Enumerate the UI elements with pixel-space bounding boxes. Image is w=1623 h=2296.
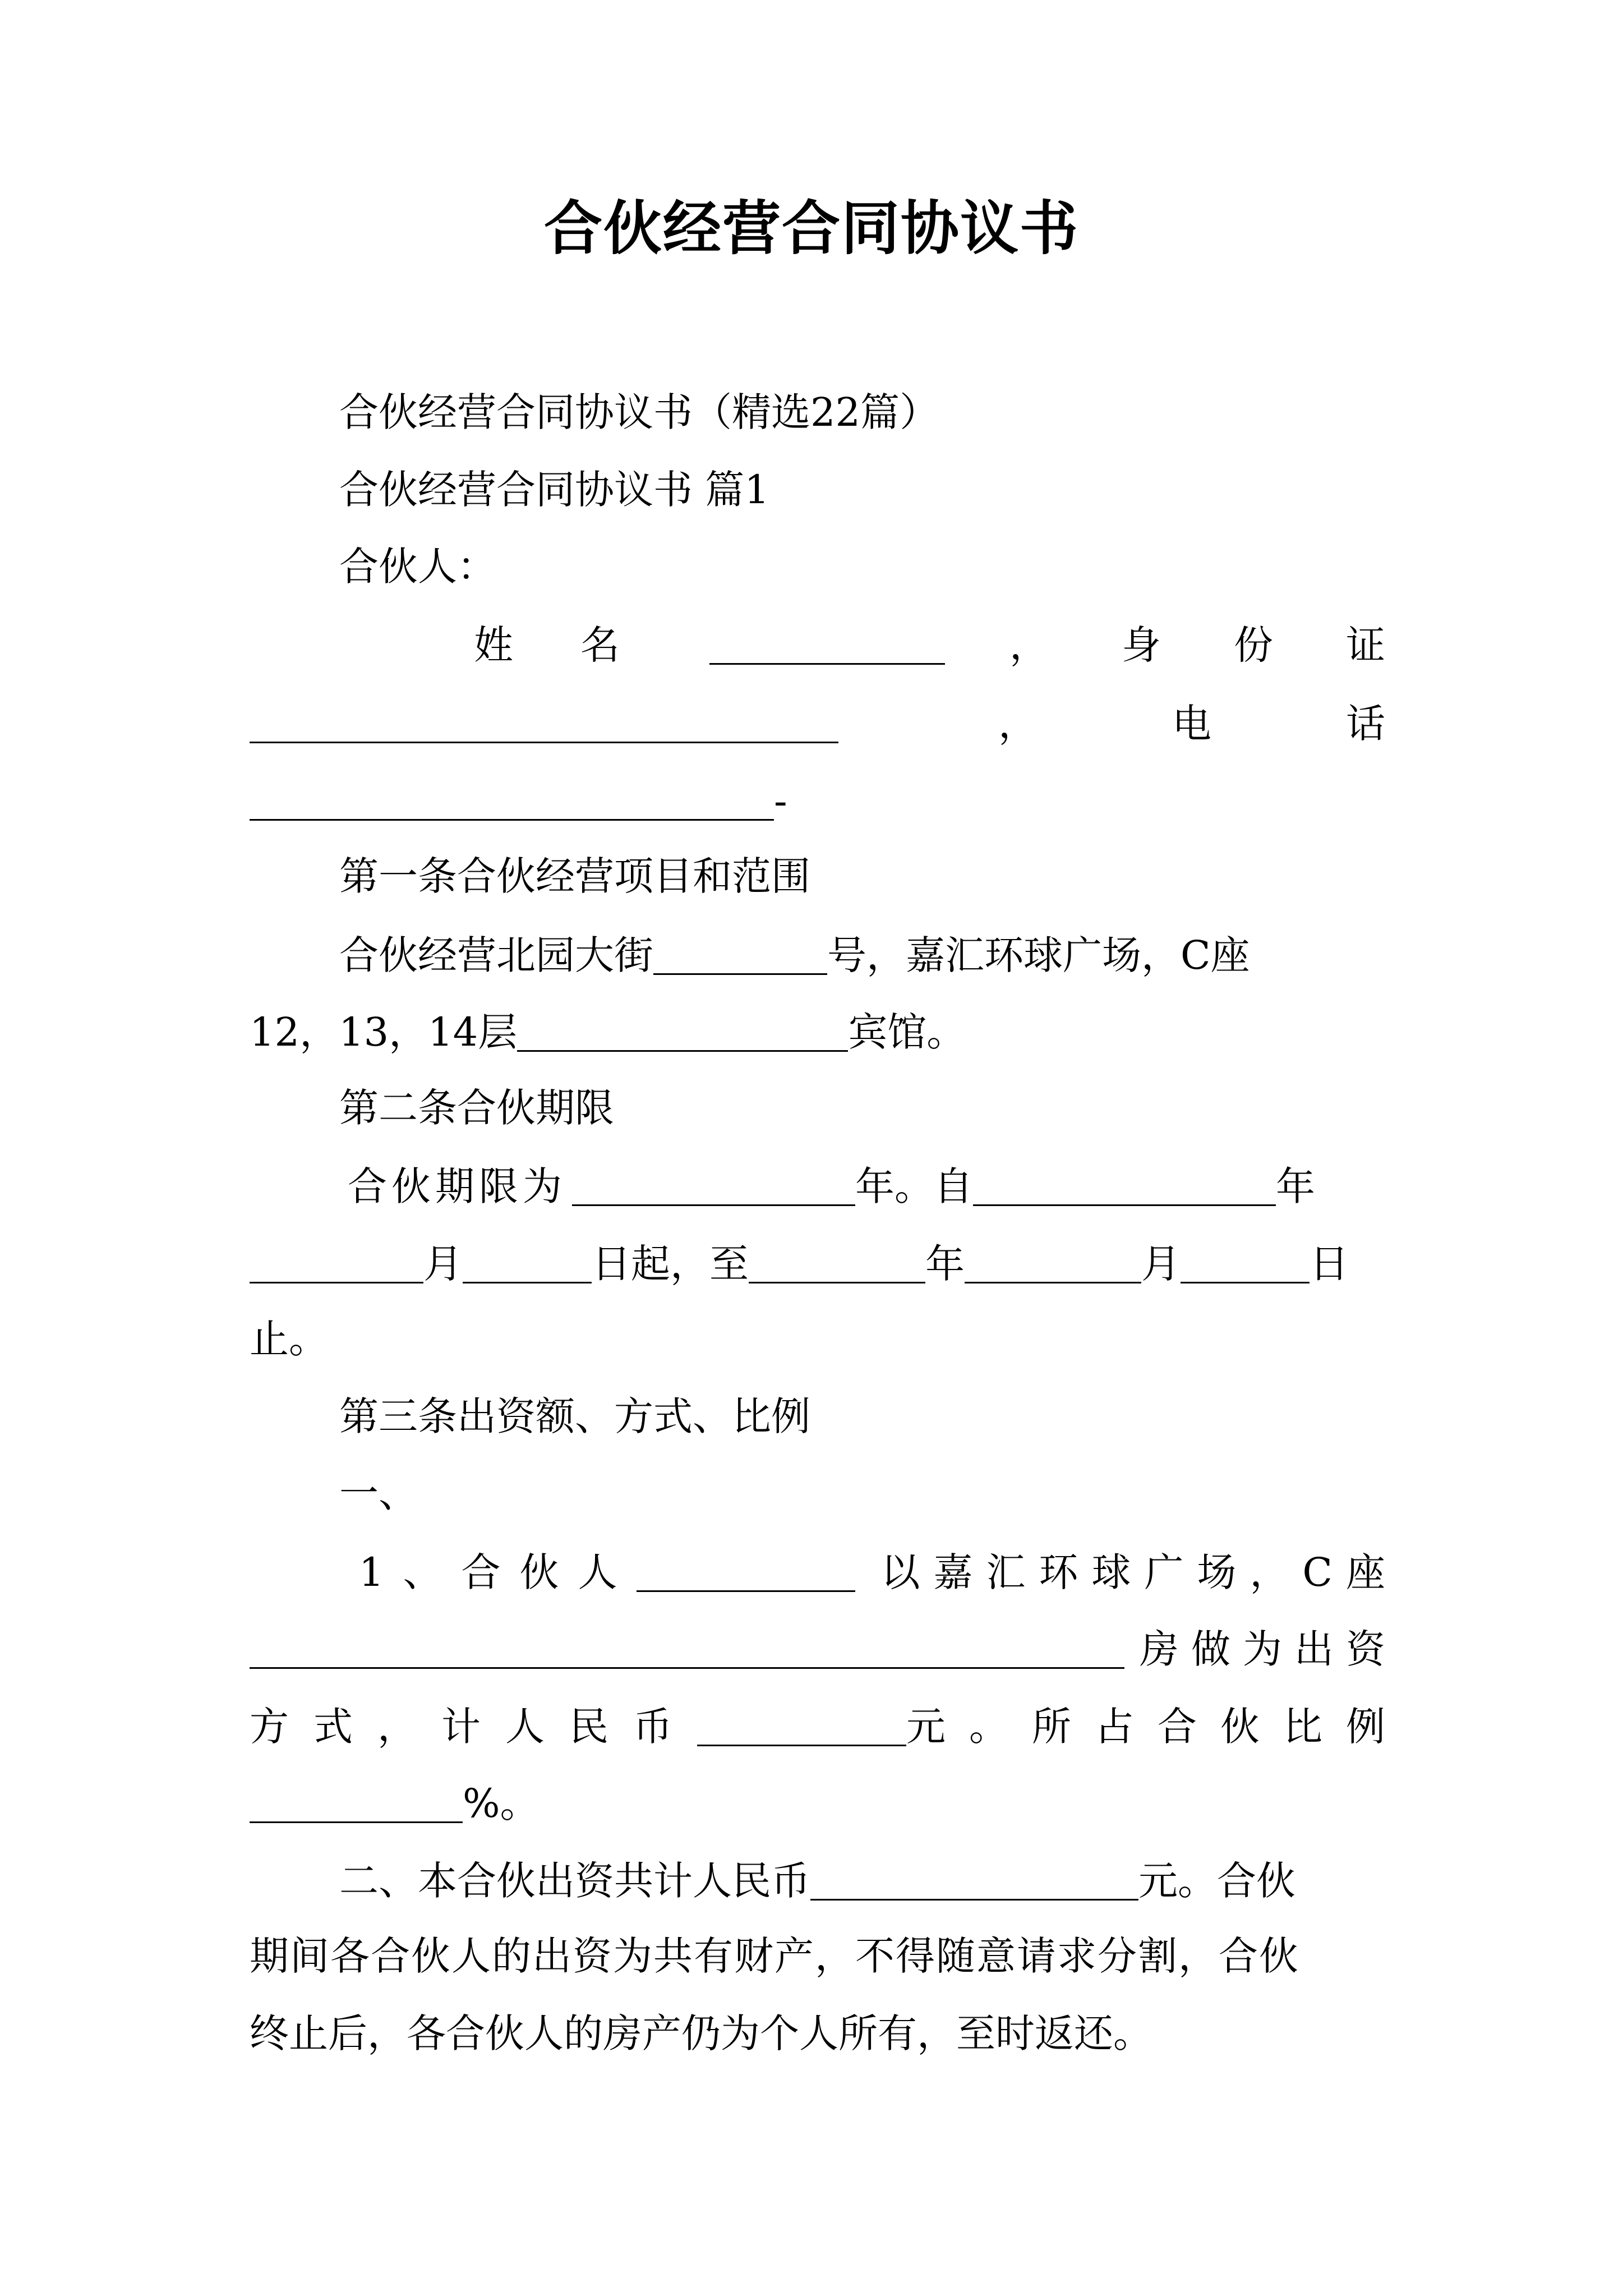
article-3-line-2: 房做为出资: [250, 1628, 1385, 1669]
id-label: ，身份证: [1009, 622, 1458, 668]
article-2-line-1: 合伙期限为 年。自 年: [348, 1163, 1315, 1209]
room-blank: [250, 1628, 1124, 1669]
field-line-id: [250, 701, 1520, 747]
amount-blank: [697, 1705, 906, 1746]
id-blank: [250, 702, 838, 743]
end-month-blank: [965, 1243, 1141, 1283]
article-3-line-4: %。: [250, 1782, 1385, 1823]
field-line-phone: -: [250, 780, 1385, 821]
phone-blank: [250, 780, 774, 821]
article-1-line-2: 12，13，14层 宾馆。: [250, 1009, 966, 1055]
end-day-blank: [1181, 1243, 1310, 1283]
street-number-blank: [653, 934, 827, 975]
article-2-heading: 第二条合伙期限: [339, 1085, 614, 1131]
start-year-blank: [973, 1165, 1276, 1206]
article-3-item-two-line-1: 二、本合伙出资共计人民币 元。合伙: [339, 1858, 1295, 1904]
article-1-line-1: 合伙经营北园大街 号，嘉汇环球广场，C座: [339, 932, 1250, 978]
end-year-blank: [749, 1243, 925, 1283]
partners-label: 合伙人：: [339, 544, 496, 590]
document-title: 合伙经营合同协议书: [543, 194, 1079, 263]
article-3-item-two-line-2: 期间各合伙人的出资为共有财产，不得随意请求分割，合伙: [250, 1933, 1299, 1979]
subtitle: 合伙经营合同协议书（精选22篇）: [339, 389, 939, 435]
start-day-blank: [463, 1243, 592, 1283]
hotel-name-blank: [517, 1011, 848, 1052]
total-amount-blank: [810, 1860, 1138, 1901]
field-line-name: [474, 622, 1458, 668]
article-2-line-3: 止。: [250, 1316, 328, 1362]
article-2-line-2: 月 日起，至 年 月 日: [250, 1243, 1385, 1283]
article-3-item-one: 一、: [339, 1470, 418, 1516]
phone-label: ，电话: [998, 701, 1520, 747]
article-1-heading: 第一条合伙经营项目和范围: [339, 853, 810, 899]
partner-name-blank: [637, 1551, 855, 1592]
term-years-blank: [572, 1165, 855, 1206]
article-3-heading: 第三条出资额、方式、比例: [339, 1393, 810, 1439]
section-heading: 合伙经营合同协议书 篇1: [339, 467, 769, 513]
ratio-blank: [250, 1782, 463, 1823]
start-month-blank: [250, 1243, 423, 1283]
article-3-item-two-line-3: 终止后，各合伙人的房产仍为个人所有，至时返还。: [250, 2010, 1152, 2056]
article-3-line-3: 方式，计人民币 元。所占合伙比例: [250, 1704, 1409, 1750]
article-3-line-1: 1、合伙人 以嘉汇环球广场，C座: [359, 1549, 1399, 1595]
name-blank: [709, 624, 945, 665]
name-label: 姓名: [474, 622, 687, 668]
